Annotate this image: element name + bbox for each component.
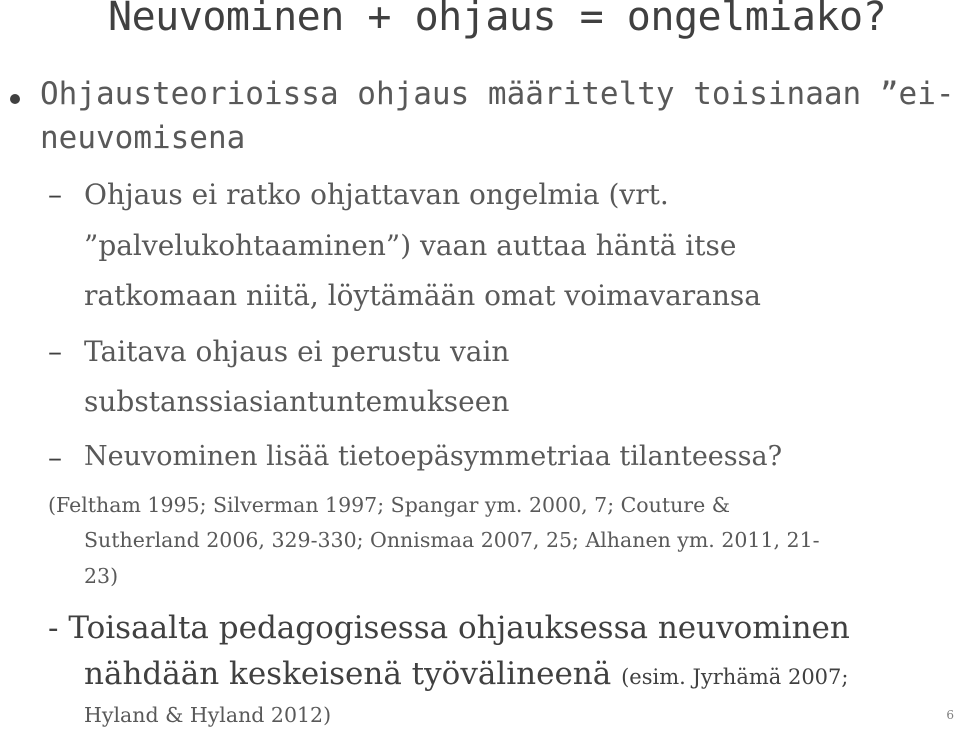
subbullet-1-line-3: ratkomaan niitä, löytämään omat voimavaransa (84, 279, 761, 312)
bullet-line-2: neuvomisena (40, 120, 246, 156)
subbullet-2-line-1: Taitava ohjaus ei perustu vain (84, 335, 510, 368)
closing-line-2-main: nähdään keskeisenä työvälineenä (84, 656, 612, 692)
subbullet-dash-3: – (48, 441, 62, 474)
references-line-3: 23) (84, 564, 119, 588)
closing-line-3: Hyland & Hyland 2012) (84, 703, 332, 727)
closing-line-1: - Toisaalta pedagogisessa ohjauksessa neuvominen (48, 610, 850, 646)
subbullet-1-line-1: Ohjaus ei ratko ohjattavan ongelmia (vrt. (84, 178, 669, 211)
bullet-dot-icon (10, 94, 20, 104)
subbullet-1-line-2: ”palvelukohtaaminen”) vaan auttaa häntä itse (84, 229, 737, 262)
closing-line-2-citation: (esim. Jyrhämä 2007; (621, 665, 849, 689)
closing-line-2 (84, 656, 848, 692)
references-line-1: (Feltham 1995; Silverman 1997; Spangar ym. 2000, 7; Couture & (48, 493, 730, 517)
subbullet-2-line-2: substanssiasiantuntemukseen (84, 385, 510, 418)
bullet-line-1: Ohjausteorioissa ohjaus määritelty toisinaan ”ei- (40, 76, 955, 112)
page-number: 6 (946, 708, 954, 722)
subbullet-dash-1: – (48, 178, 62, 211)
slide-title: Neuvominen + ohjaus = ongelmiako? (108, 0, 887, 40)
subbullet-3-line-1: Neuvominen lisää tietoepäsymmetriaa tilanteessa? (84, 441, 783, 472)
references-line-2: Sutherland 2006, 329-330; Onnismaa 2007, 25; Alhanen ym. 2011, 21- (84, 528, 820, 552)
subbullet-dash-2: – (48, 335, 62, 368)
